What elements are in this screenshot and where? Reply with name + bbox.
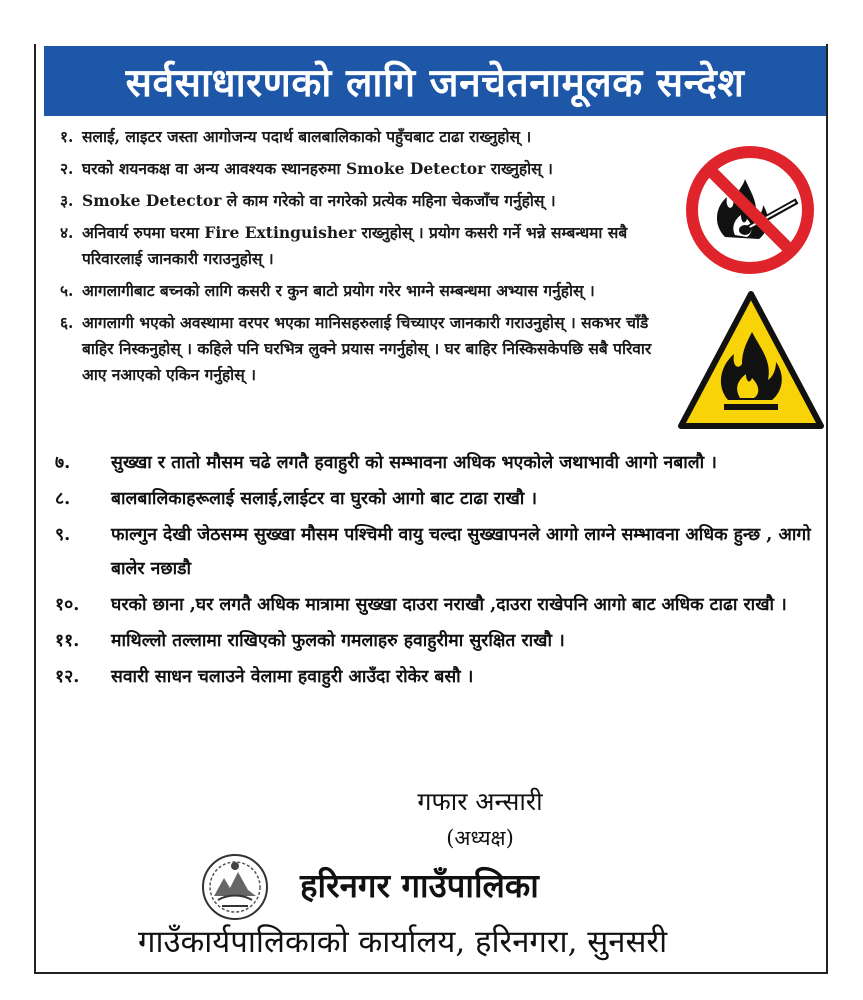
item-number: ९.: [55, 525, 71, 545]
item-text: सलाई, लाइटर जस्ता आगोजन्य पदार्थ बालबालिकाको पहुँचबाट टाढा राख्नुहोस् ।: [82, 127, 532, 146]
top-instruction-list: [60, 124, 680, 394]
list-item: [55, 624, 825, 658]
municipality-emblem-icon: [200, 852, 270, 922]
item-text: सवारी साधन चलाउने वेलामा हवाहुरी आउँदा रोकेर बसौ ।: [111, 667, 474, 687]
list-item: [60, 310, 680, 388]
item-number: ४.: [60, 223, 74, 242]
item-text: घरको शयनकक्ष वा अन्य आवश्यक स्थानहरुमा Smoke Detector राख्नुहोस् ।: [82, 159, 553, 178]
item-number: १.: [60, 127, 74, 146]
item-number: ५.: [60, 281, 74, 300]
page-title: सर्वसाधारणको लागि जनचेतनामूलक सन्देश: [125, 60, 745, 106]
list-item: [60, 124, 680, 150]
item-number: ११.: [55, 631, 80, 651]
list-item: [55, 518, 825, 586]
page-title-banner: [44, 46, 826, 116]
item-text: माथिल्लो तल्लामा राखिएको फुलको गमलाहरु हवाहुरीमा सुरक्षित राखौ ।: [111, 631, 565, 651]
item-text: आगलागी भएको अवस्थामा वरपर भएका मानिसहरुलाई चिच्याएर जानकारी गराउनुहोस् । सकभर चाँडै बाहिर निस्कनुहोस् । कहिले पनि घरभित्र लुक्ने प्रयास नगर्नुहोस् । घर बाहिर निस्किसकेपछि सबै परिवार आए नआएको एकिन गर्नुहोस् ।: [82, 313, 652, 384]
item-number: २.: [60, 159, 74, 178]
list-item: [55, 482, 825, 516]
item-text: सुख्खा र तातो मौसम चढे लगतै हवाहुरी को सम्भावना अधिक भएकोले जथाभावी आगो नबालौ ।: [111, 453, 717, 473]
list-item: [55, 588, 825, 622]
signer-role: (अध्यक्ष): [446, 826, 514, 850]
item-text: घरको छाना ,घर लगतै अधिक मात्रामा सुख्खा दाउरा नराखौ ,दाउरा राखेपनि आगो बाट अधिक टाढा राखौ ।: [111, 595, 787, 615]
bottom-instruction-list: [55, 446, 825, 696]
organization-address: गाउँकार्यपालिकाको कार्यालय, हरिनगरा, सुनसरी: [138, 924, 668, 960]
item-text: Smoke Detector ले काम गरेको वा नगरेको प्रत्येक महिना चेकजाँच गर्नुहोस् ।: [82, 191, 556, 210]
item-number: १२.: [55, 667, 80, 687]
list-item: [60, 156, 680, 182]
no-fire-match-icon: [685, 145, 815, 275]
item-text: फाल्गुन देखी जेठसम्म सुख्खा मौसम पश्चिमी वायु चल्दा सुख्खापनले आगो लाग्ने सम्भावना अधिक हुन्छ , आगो बालेर नछाडौ: [111, 525, 811, 579]
signer-name: गफार अन्सारी: [417, 787, 543, 816]
item-text: अनिवार्य रुपमा घरमा Fire Extinguisher राख्नुहोस् । प्रयोग कसरी गर्ने भन्ने सम्बन्धमा सबै परिवारलाई जानकारी गराउनुहोस् ।: [82, 223, 628, 268]
list-item: [60, 278, 680, 304]
item-number: ७.: [55, 453, 71, 473]
flammable-warning-icon: [676, 288, 826, 433]
organization-name: हरिनगर गाउँपालिका: [300, 866, 539, 905]
list-item: [60, 188, 680, 214]
item-text: बालबालिकाहरूलाई सलाई,लाईटर वा घुरको आगो बाट टाढा राखौ ।: [111, 489, 538, 509]
list-item: [60, 220, 680, 272]
item-number: ३.: [60, 191, 74, 210]
item-text: आगलागीबाट बच्नको लागि कसरी र कुन बाटो प्रयोग गरेर भाग्ने सम्बन्धमा अभ्यास गर्नुहोस् ।: [82, 281, 595, 300]
list-item: [55, 446, 825, 480]
item-number: ८.: [55, 489, 71, 509]
item-number: १०.: [55, 595, 80, 615]
list-item: [55, 660, 825, 694]
item-number: ६.: [60, 313, 74, 332]
